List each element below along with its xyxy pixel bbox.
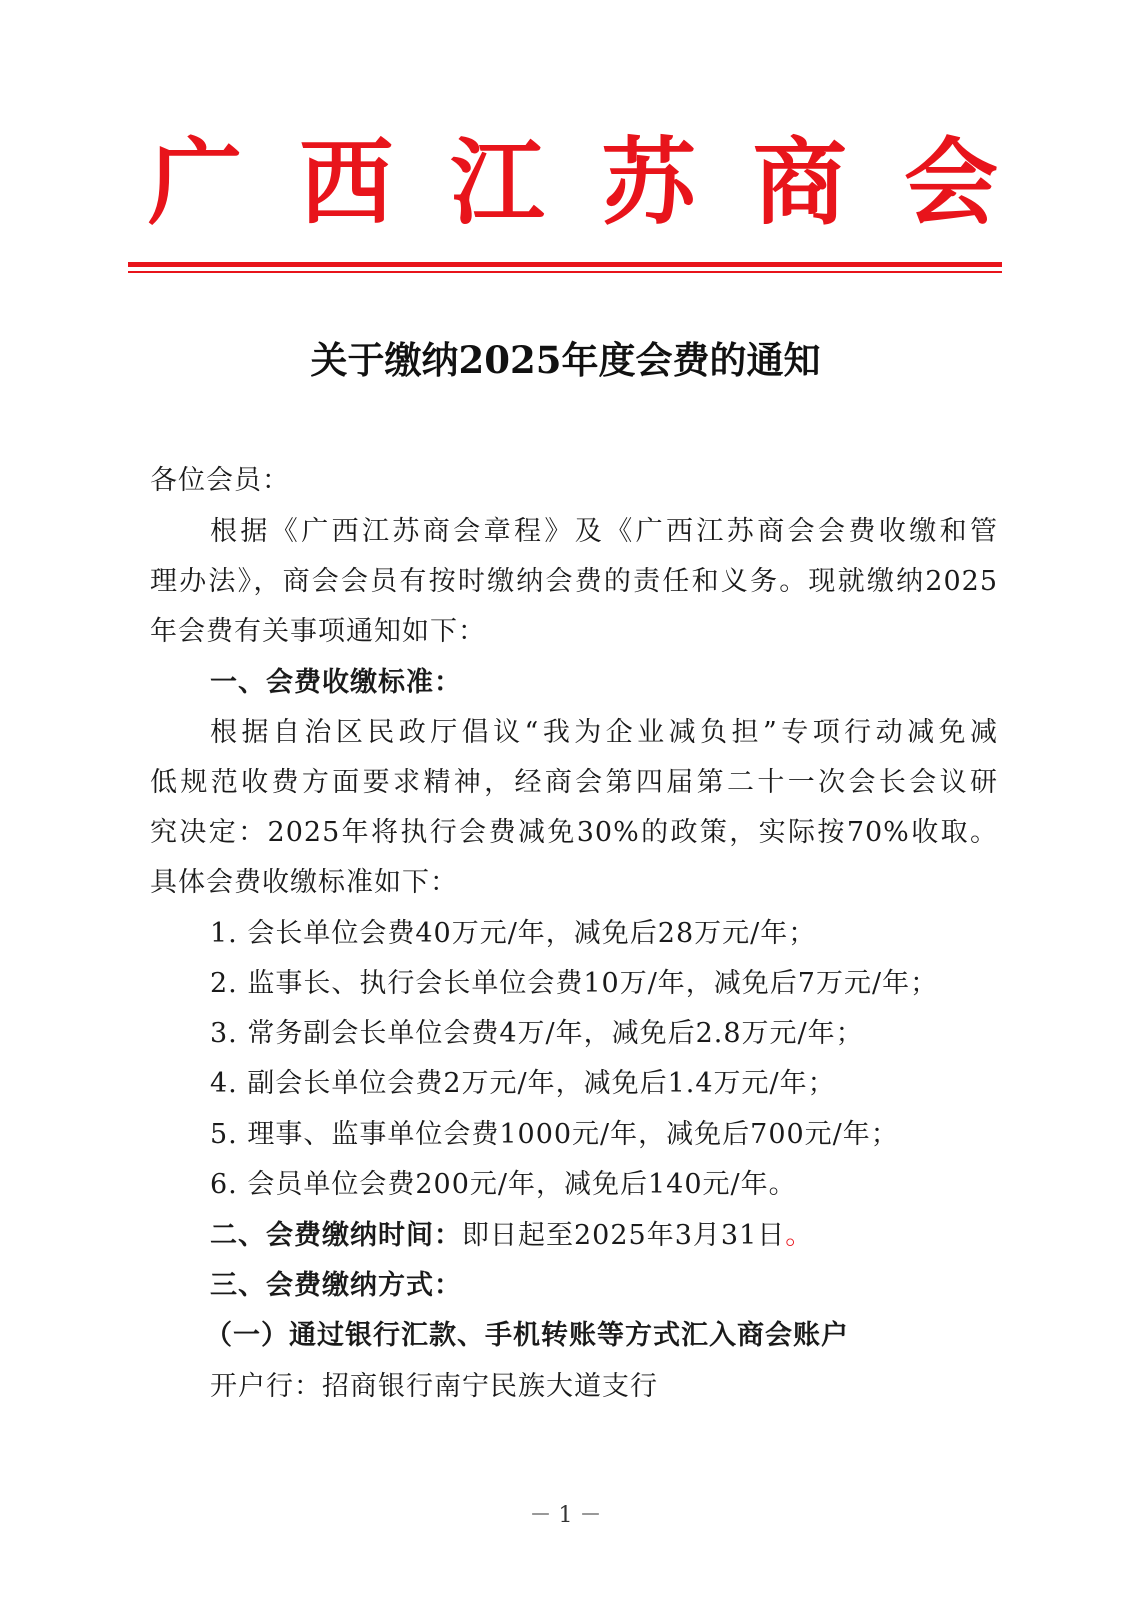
section2-end-mark: 。	[785, 1220, 814, 1251]
salutation: 各位会员：	[150, 465, 290, 496]
fee-item: 5. 理事、监事单位会费1000元/年，减免后700元/年；	[210, 1119, 899, 1150]
section2-heading: 二、会费缴纳时间：	[210, 1220, 462, 1251]
fee-item: 6. 会员单位会费200元/年，减免后140元/年。	[210, 1169, 797, 1200]
page-number: － 1 －	[529, 1503, 602, 1528]
masthead-char: 江	[450, 128, 545, 238]
masthead-char: 广	[148, 128, 243, 238]
fee-item: 1. 会长单位会费40万元/年，减免后28万元/年；	[210, 918, 817, 949]
section1-line: 根据自治区民政厅倡议“我为企业减负担”专项行动减免减	[210, 717, 998, 748]
bank-line: 开户行：招商银行南宁民族大道支行	[210, 1371, 658, 1402]
intro-line: 根据《广西江苏商会章程》及《广西江苏商会会费收缴和管	[210, 516, 998, 547]
section3-heading: 三、会费缴纳方式：	[210, 1270, 462, 1301]
masthead	[148, 128, 998, 238]
section2-text: 即日起至2025年3月31日	[462, 1220, 786, 1251]
fee-item: 2. 监事长、执行会长单位会费10万/年，减免后7万元/年；	[210, 968, 939, 999]
section1-line: 具体会费收缴标准如下：	[150, 867, 458, 898]
section2	[210, 1218, 813, 1254]
section1-line: 低规范收费方面要求精神，经商会第四届第二十一次会长会议研	[150, 767, 998, 798]
section1-line: 究决定：2025年将执行会费减免30%的政策，实际按70%收取。	[150, 817, 998, 848]
masthead-divider-thick	[128, 262, 1002, 267]
masthead-divider-thin	[128, 271, 1002, 273]
fee-item: 3. 常务副会长单位会费4万/年，减免后2.8万元/年；	[210, 1018, 864, 1049]
intro-line: 年会费有关事项通知如下：	[150, 616, 486, 647]
masthead-char: 西	[299, 128, 394, 238]
section1-heading: 一、会费收缴标准：	[210, 667, 462, 698]
document-title: 关于缴纳2025年度会费的通知	[310, 338, 821, 382]
masthead-char: 苏	[601, 128, 696, 238]
masthead-char: 会	[903, 128, 998, 238]
masthead-char: 商	[752, 128, 847, 238]
fee-item: 4. 副会长单位会费2万元/年，减免后1.4万元/年；	[210, 1068, 836, 1099]
intro-line: 理办法》，商会会员有按时缴纳会费的责任和义务。现就缴纳2025	[150, 566, 998, 597]
section3-subheading: （一）通过银行汇款、手机转账等方式汇入商会账户	[205, 1320, 849, 1351]
